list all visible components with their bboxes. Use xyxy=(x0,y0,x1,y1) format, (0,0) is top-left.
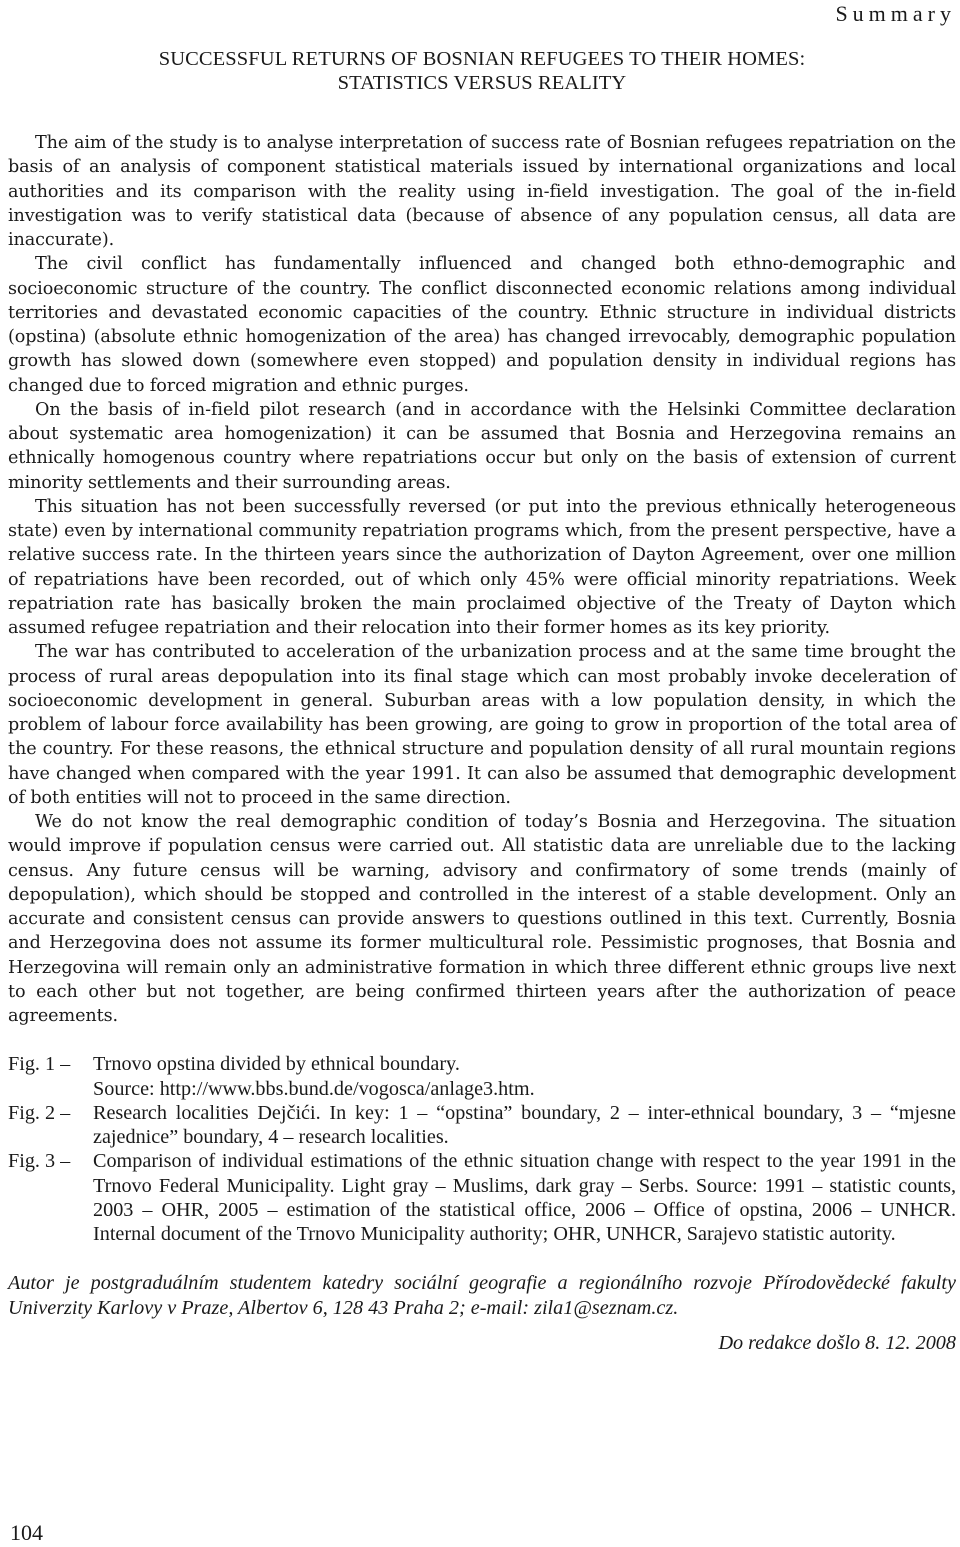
article-title-line-1: SUCCESSFUL RETURNS OF BOSNIAN REFUGEES TO THEIR HOMES: xyxy=(158,48,806,70)
figure-caption-description: Trnovo opstina divided by ethnical boundary. xyxy=(93,1053,460,1076)
section-label: Summary xyxy=(835,1,956,26)
figure-caption-2 xyxy=(8,1101,956,1150)
figure-caption-description: Research localities Dejčići. In key: 1 – “opstina” boundary, 2 – inter-ethnical boundary, 3 – “mjesne zajednice” boundary, 4 – research localities. xyxy=(93,1101,956,1148)
author-note: Autor je postgraduálním studentem katedry sociální geografie a regionálního rozvoje Přírodovědecké fakulty Univerzity Karlovy v Praze, Albertov 6, 128 43 Praha 2; e-mail: zila1@seznam.cz. xyxy=(8,1272,956,1319)
article-title xyxy=(8,47,956,95)
summary-paragraph-1: The aim of the study is to analyse interpretation of success rate of Bosnian refugees repatriation on the basis of an analysis of component statistical materials issued by international organizations and local authorities and its comparison with the reality using in-field investigation. The goal of the in-field investigation was to verify statistical data (because of absence of any population census, all data are inaccurate). xyxy=(8,133,956,250)
summary-paragraph-2: The civil conflict has fundamentally influenced and changed both ethno-demographic and socioeconomic structure of the country. The conflict disconnected economic relations among individual territories and devastated economic capacities of the country. Ethnic structure in individual districts (opstina) (absolute ethnic homogenization of the area) has changed irrevocably, demographic population growth has slowed down (somewhere even stopped) and population density in individual regions has changed due to forced migration and ethnic purges. xyxy=(8,254,956,396)
figure-caption-text xyxy=(93,1149,956,1246)
summary-paragraph-3: On the basis of in-field pilot research (and in accordance with the Helsinki Committee declaration about systematic area homogenization) it can be assumed that Bosnia and Herzegovina remains an ethnically homogenous country where repatriations occur but only on the basis of extension of current minority settlements and their surrounding areas. xyxy=(8,399,956,493)
figure-caption-description: Comparison of individual estimations of the ethnic situation change with respect to the year 1991 in the Trnovo Federal Municipality. Light gray – Muslims, dark gray – Serbs. Source: 1991 – statistic counts, 2003 – OHR, 2005 – estimation of the statistical office, 2006 – Office of opstina, 2006 – UNHCR. Internal document of the Trnovo Municipality authority; OHR, UNHCR, Sarajevo statistic autority. xyxy=(93,1150,956,1245)
summary-body xyxy=(8,131,956,1028)
summary-paragraph-5: The war has contributed to acceleration of the urbanization process and at the same time brought the process of rural areas depopulation into its final stage which can most probably invoke deceleration of socioeconomic development in general. Suburban areas with a low population density, in which the problem of labour force availability has been growing, are going to grow in proportion of the total area of the country. For these reasons, the ethnical structure and population density of all rural mountain regions have changed when compared with the year 1991. It can also be assumed that demographic development of both entities will not to proceed in the same direction. xyxy=(8,642,956,808)
summary-paragraph-4: This situation has not been successfully reversed (or put into the previous ethnically heterogeneous state) even by international community repatriation programs which, from the present perspective, have a relative success rate. In the thirteen years since the authorization of Dayton Agreement, over one million of repatriations have been recorded, out of which only 45% were official minority repatriations. Week repatriation rate has basically broken the main proclaimed objective of the Treaty of Dayton which assumed refugee repatriation and their relocation into their former homes as its key priority. xyxy=(8,496,956,638)
figure-caption-text xyxy=(93,1052,956,1101)
summary-paragraph-6: We do not know the real demographic condition of today’s Bosnia and Herzegovina. The situation would improve if population census were carried out. All statistic data are unreliable due to the lacking census. Any future census will be warning, advisory and confirmatory of some trends (mainly of depopulation), which should be stopped and controlled in the interest of a stable development. Only an accurate and consistent census can provide answers to questions outlined in this text. Currently, Bosnia and Herzegovina does not assume its former multicultural role. Pessimistic prognoses, that Bosnia and Herzegovina will remain only an administrative formation in which three different ethnic groups live next to each other but not together, are being confirmed thirteen years after the authorization of peace agreements. xyxy=(8,812,956,1026)
figure-caption-3 xyxy=(8,1149,956,1246)
figure-caption-label: Fig. 1 – xyxy=(8,1053,71,1076)
received-date: Do redakce došlo 8. 12. 2008 xyxy=(718,1331,956,1354)
figure-caption-label: Fig. 2 – xyxy=(8,1101,71,1124)
figure-caption-label: Fig. 3 – xyxy=(8,1150,71,1173)
page-number: 104 xyxy=(10,1520,43,1545)
figure-caption-text xyxy=(93,1101,956,1150)
journal-page xyxy=(8,0,956,1355)
figure-caption-1 xyxy=(8,1052,956,1101)
figure-caption-source: Source: http://www.bbs.bund.de/vogosca/anlage3.htm. xyxy=(93,1077,535,1100)
article-title-line-2: STATISTICS VERSUS REALITY xyxy=(337,72,627,94)
figure-captions xyxy=(8,1052,956,1246)
